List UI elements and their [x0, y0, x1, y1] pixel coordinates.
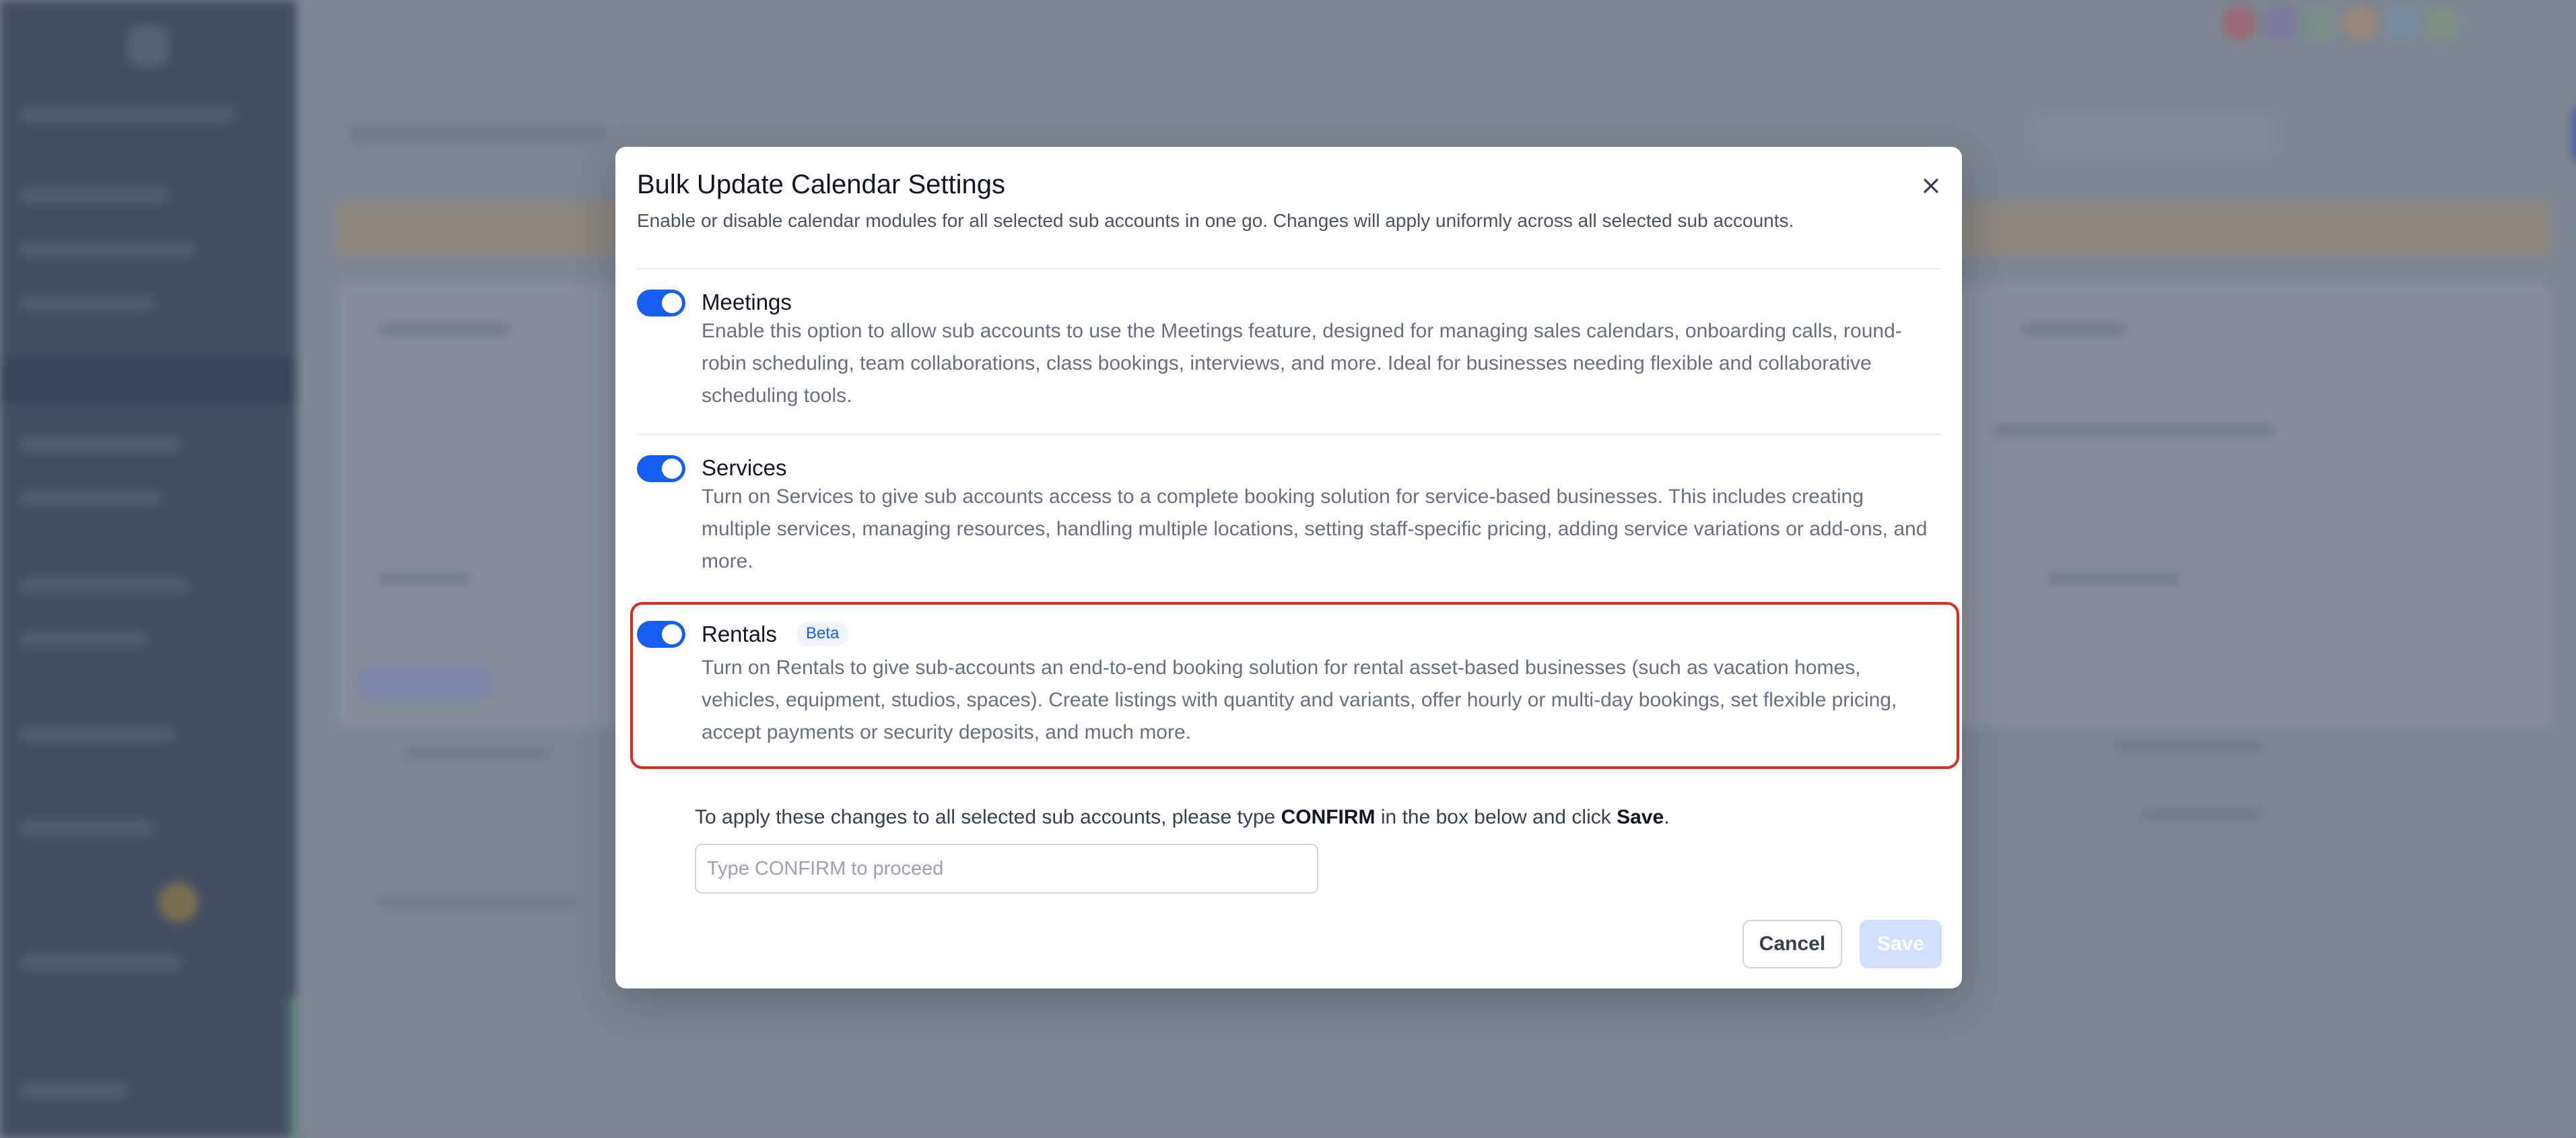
confirm-action: Save: [1617, 806, 1664, 828]
description-line: vehicles, equipment, studios, spaces). Create listings with quantity and variants, offer hourly or multi-day bookings, set flexible pricing,: [702, 689, 1897, 711]
description-line: Enable this option to allow sub accounts to use the Meetings feature, designed for managing sales calendars, onboarding calls, round-: [702, 320, 1902, 342]
confirm-keyword: CONFIRM: [1281, 806, 1376, 828]
description-line: scheduling tools.: [702, 384, 852, 407]
description-line: robin scheduling, team collaborations, class bookings, interviews, and more. Ideal for businesses needing flexible and collaborative: [702, 352, 1872, 374]
confirm-text-middle: in the box below and click: [1375, 806, 1617, 828]
meetings-toggle[interactable]: [637, 290, 685, 316]
option-description: [702, 315, 1902, 412]
description-line: multiple services, managing resources, handling multiple locations, setting staff-specific pricing, adding service variations or add-ons, and: [702, 518, 1928, 540]
option-rentals: [630, 602, 1959, 769]
divider: [637, 434, 1940, 435]
description-line: Turn on Rentals to give sub-accounts an end-to-end booking solution for rental asset-based businesses (such as vacation homes,: [702, 657, 1861, 679]
toggle-knob: [662, 293, 682, 313]
description-line: Turn on Services to give sub accounts access to a complete booking solution for service-based businesses. This includes creating: [702, 486, 1864, 508]
confirm-text-end: .: [1664, 806, 1670, 828]
toggle-knob: [662, 459, 682, 479]
bulk-update-modal: [615, 147, 1962, 989]
close-icon: [1922, 176, 1940, 195]
confirm-instructions: [695, 803, 1907, 832]
description-line: accept payments or security deposits, and much more.: [702, 721, 1192, 743]
option-meetings: [637, 281, 1940, 430]
beta-badge: Beta: [796, 622, 848, 646]
modal-subtitle: Enable or disable calendar modules for all selected sub accounts in one go. Changes will apply uniformly across all selected sub accounts.: [637, 210, 1794, 231]
modal-title: Bulk Update Calendar Settings: [637, 170, 1005, 199]
confirm-text-before: To apply these changes to all selected sub accounts, please type: [695, 806, 1281, 828]
services-toggle[interactable]: [637, 455, 685, 482]
divider: [637, 268, 1940, 269]
description-line: more.: [702, 550, 753, 572]
toggle-knob: [662, 624, 682, 644]
option-title: Services: [702, 455, 787, 480]
option-description: [702, 481, 1927, 578]
confirm-input[interactable]: [695, 844, 1318, 894]
cancel-button[interactable]: Cancel: [1742, 920, 1842, 968]
close-button[interactable]: [1915, 170, 1947, 202]
option-title: Rentals: [702, 622, 777, 646]
option-description: [702, 652, 1897, 749]
save-button[interactable]: Save: [1860, 920, 1942, 968]
rentals-toggle[interactable]: [637, 621, 685, 648]
option-title: Meetings: [702, 290, 792, 314]
option-services: [637, 447, 1940, 595]
